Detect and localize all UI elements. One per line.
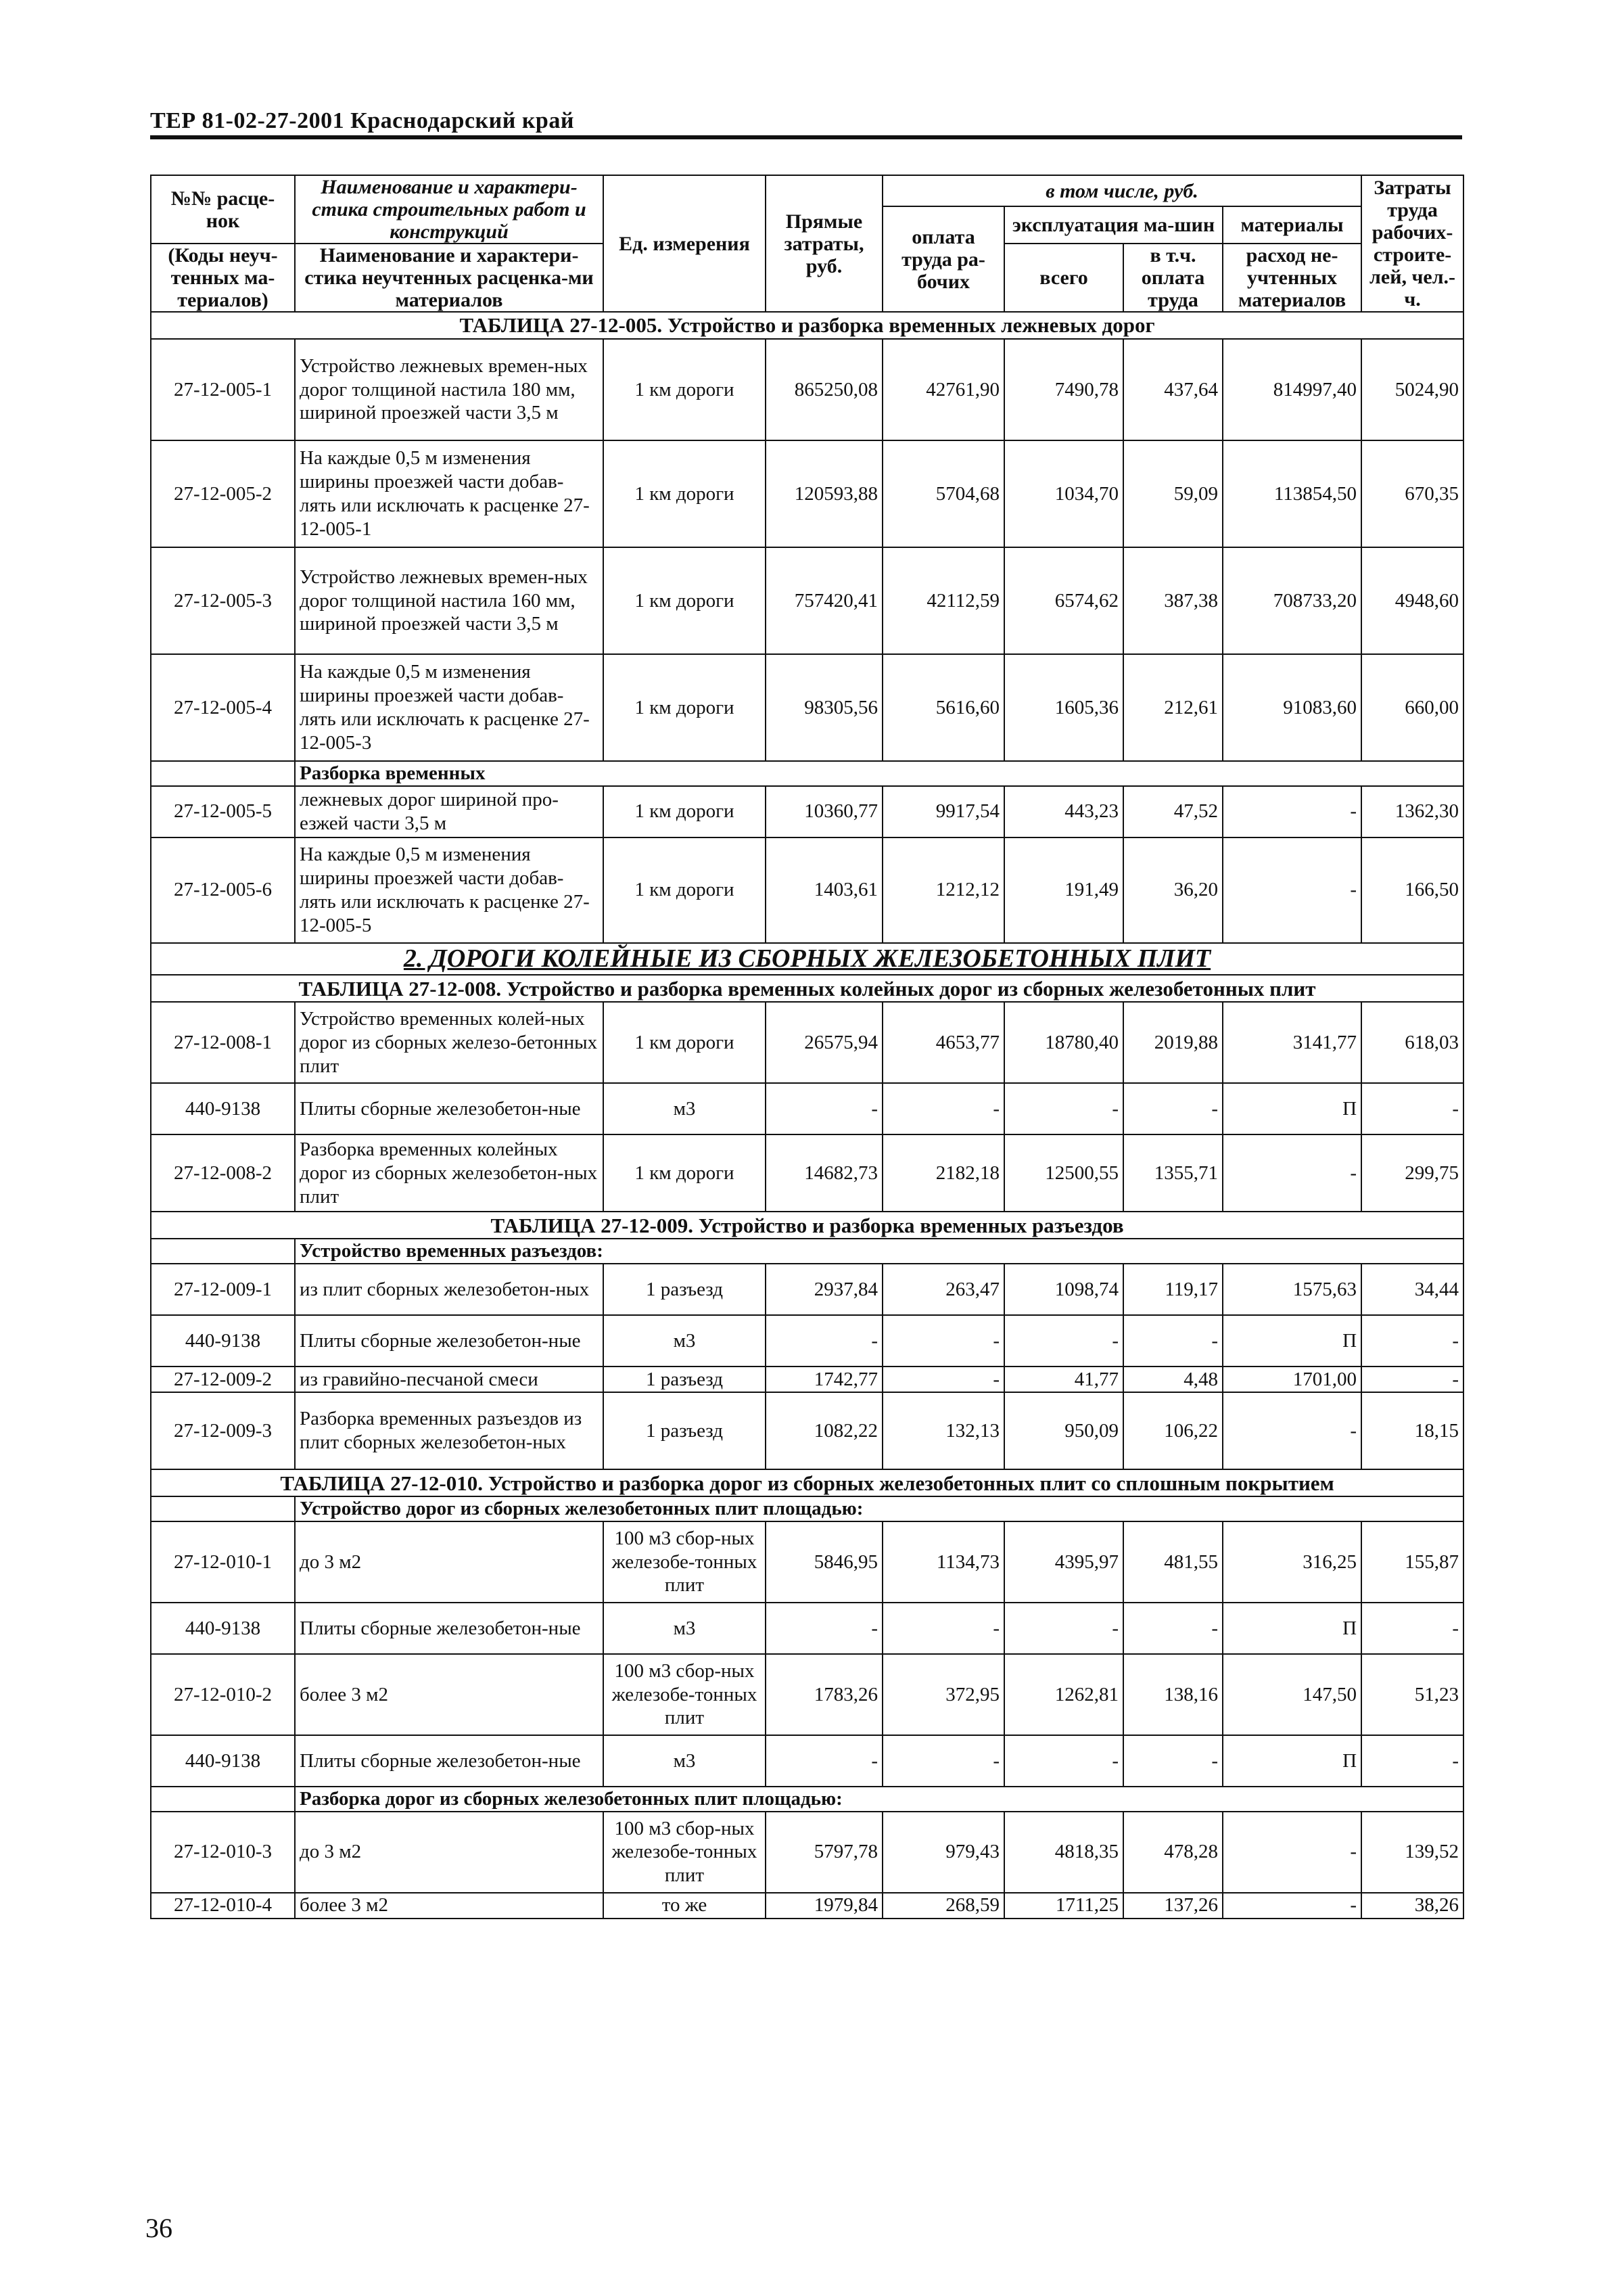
table-row (151, 1603, 1463, 1654)
code-cell: 27-12-005-2 (151, 440, 295, 547)
workers-cell: - (1361, 1315, 1463, 1367)
machine-cost-cell: 4818,35 (1004, 1812, 1123, 1893)
direct-cost-cell: 757420,41 (766, 547, 883, 654)
unit-cell: 100 м3 сбор-ных железобе-тонных плит (603, 1812, 766, 1893)
workers-cell: - (1361, 1083, 1463, 1134)
code-cell: 440-9138 (151, 1083, 295, 1134)
empty-cell (151, 1496, 295, 1521)
name-cell: На каждые 0,5 м изменения ширины проезжей части добав-лять или исключать к расценке 27-12-005-1 (295, 440, 603, 547)
header-machines: эксплуатация ма-шин (1004, 206, 1223, 244)
name-cell: Устройство временных колей-ных дорог из сборных железо-бетонных плит (295, 1002, 603, 1083)
table-row (151, 1367, 1463, 1392)
unit-cell: 1 км дороги (603, 654, 766, 761)
name-cell: Разборка временных разъездов из плит сборных железобетон-ных (295, 1392, 603, 1469)
workers-cell: 1362,30 (1361, 786, 1463, 837)
machine-labor-cell: 212,61 (1123, 654, 1223, 761)
direct-cost-cell: 5846,95 (766, 1521, 883, 1603)
name-cell: из гравийно-песчаной смеси (295, 1367, 603, 1392)
code-cell: 27-12-008-2 (151, 1134, 295, 1212)
table-row (151, 786, 1463, 837)
code-cell: 27-12-005-1 (151, 339, 295, 440)
workers-cell: 139,52 (1361, 1812, 1463, 1893)
materials-cell: П (1223, 1735, 1361, 1787)
code-cell: 27-12-009-1 (151, 1264, 295, 1315)
labor-cost-cell: - (883, 1367, 1004, 1392)
code-cell: 27-12-005-5 (151, 786, 295, 837)
unit-cell: м3 (603, 1735, 766, 1787)
code-cell: 440-9138 (151, 1735, 295, 1787)
unit-cell: 1 разъезд (603, 1392, 766, 1469)
unit-cell: 1 км дороги (603, 440, 766, 547)
unit-cell: 1 км дороги (603, 547, 766, 654)
labor-cost-cell: 2182,18 (883, 1134, 1004, 1212)
title-row (151, 312, 1463, 339)
machine-cost-cell: 191,49 (1004, 837, 1123, 943)
header-rule (150, 135, 1462, 139)
unit-cell: 1 км дороги (603, 1002, 766, 1083)
machine-cost-cell: 1098,74 (1004, 1264, 1123, 1315)
labor-cost-cell: 9917,54 (883, 786, 1004, 837)
materials-cell: - (1223, 1812, 1361, 1893)
machine-labor-cell: 4,48 (1123, 1367, 1223, 1392)
labor-cost-cell: 979,43 (883, 1812, 1004, 1893)
workers-cell: - (1361, 1367, 1463, 1392)
workers-cell: - (1361, 1603, 1463, 1654)
code-cell: 27-12-009-3 (151, 1392, 295, 1469)
machine-cost-cell: 4395,97 (1004, 1521, 1123, 1603)
header-direct: Прямые затраты, руб. (766, 175, 883, 312)
machine-labor-cell: 137,26 (1123, 1893, 1223, 1919)
table-title: ТАБЛИЦА 27-12-008. Устройство и разборка временных колейных дорог из сборных железобетонных плит (151, 975, 1463, 1002)
materials-cell: - (1223, 1134, 1361, 1212)
workers-cell: 618,03 (1361, 1002, 1463, 1083)
machine-cost-cell: 1262,81 (1004, 1654, 1123, 1735)
section-title: 2. ДОРОГИ КОЛЕЙНЫЕ ИЗ СБОРНЫХ ЖЕЛЕЗОБЕТОННЫХ ПЛИТ (151, 943, 1463, 975)
unit-cell: м3 (603, 1603, 766, 1654)
machine-cost-cell: 7490,78 (1004, 339, 1123, 440)
direct-cost-cell: 14682,73 (766, 1134, 883, 1212)
machine-cost-cell: 1034,70 (1004, 440, 1123, 547)
unit-cell: 1 км дороги (603, 1134, 766, 1212)
header-materials: материалы (1223, 206, 1361, 244)
unit-cell: 1 км дороги (603, 339, 766, 440)
materials-cell: - (1223, 1893, 1361, 1919)
materials-cell: П (1223, 1315, 1361, 1367)
name-cell: На каждые 0,5 м изменения ширины проезжей части добав-лять или исключать к расценке 27-12-005-5 (295, 837, 603, 943)
machine-cost-cell: 12500,55 (1004, 1134, 1123, 1212)
unit-cell: 1 разъезд (603, 1367, 766, 1392)
machine-cost-cell: 1711,25 (1004, 1893, 1123, 1919)
header-workers: Затраты труда рабочих-строите-лей, чел.-ч. (1361, 175, 1463, 312)
code-cell: 27-12-010-1 (151, 1521, 295, 1603)
labor-cost-cell: 5616,60 (883, 654, 1004, 761)
unit-cell: 1 км дороги (603, 786, 766, 837)
name-cell: из плит сборных железобетон-ных (295, 1264, 603, 1315)
workers-cell: 4948,60 (1361, 547, 1463, 654)
unit-cell: м3 (603, 1315, 766, 1367)
machine-cost-cell: - (1004, 1603, 1123, 1654)
direct-cost-cell: - (766, 1083, 883, 1134)
materials-cell: 1575,63 (1223, 1264, 1361, 1315)
table-row (151, 1002, 1463, 1083)
workers-cell: 670,35 (1361, 440, 1463, 547)
labor-cost-cell: - (883, 1315, 1004, 1367)
labor-cost-cell: 4653,77 (883, 1002, 1004, 1083)
header-incl: в том числе, руб. (883, 175, 1361, 206)
direct-cost-cell: 120593,88 (766, 440, 883, 547)
table-row (151, 1654, 1463, 1735)
direct-cost-cell: - (766, 1603, 883, 1654)
machine-cost-cell: - (1004, 1083, 1123, 1134)
header-name-sub: Наименование и характери-стика неучтенных расценка-ми материалов (295, 244, 603, 312)
title-row (151, 1469, 1463, 1496)
table-header (151, 175, 1463, 312)
table-row (151, 654, 1463, 761)
labor-cost-cell: 372,95 (883, 1654, 1004, 1735)
labor-cost-cell: 1212,12 (883, 837, 1004, 943)
name-cell: Плиты сборные железобетон-ные (295, 1315, 603, 1367)
machine-labor-cell: 481,55 (1123, 1521, 1223, 1603)
unit-cell: 1 разъезд (603, 1264, 766, 1315)
labor-cost-cell: - (883, 1083, 1004, 1134)
name-cell: Плиты сборные железобетон-ные (295, 1603, 603, 1654)
section-row (151, 943, 1463, 975)
workers-cell: 5024,90 (1361, 339, 1463, 440)
table-row (151, 1083, 1463, 1134)
table-title: ТАБЛИЦА 27-12-005. Устройство и разборка временных лежневых дорог (151, 312, 1463, 339)
labor-cost-cell: 132,13 (883, 1392, 1004, 1469)
name-cell: Плиты сборные железобетон-ные (295, 1083, 603, 1134)
machine-labor-cell: 478,28 (1123, 1812, 1223, 1893)
unit-cell: 1 км дороги (603, 837, 766, 943)
header-code: №№ расце-нок (151, 175, 295, 244)
machine-labor-cell: 387,38 (1123, 547, 1223, 654)
group-title: Разборка дорог из сборных железобетонных плит площадью: (295, 1787, 1463, 1812)
title-row (151, 1212, 1463, 1239)
materials-cell: - (1223, 1392, 1361, 1469)
name-cell: Разборка временных колейных дорог из сборных железобетон-ных плит (295, 1134, 603, 1212)
direct-cost-cell: 865250,08 (766, 339, 883, 440)
header-name: Наименование и характери-стика строительных работ и конструкций (295, 175, 603, 244)
group-row (151, 1787, 1463, 1812)
name-cell: лежневых дорог шириной про-езжей части 3,5 м (295, 786, 603, 837)
code-cell: 27-12-010-3 (151, 1812, 295, 1893)
name-cell: Плиты сборные железобетон-ные (295, 1735, 603, 1787)
materials-cell: 147,50 (1223, 1654, 1361, 1735)
labor-cost-cell: 268,59 (883, 1893, 1004, 1919)
rates-table (150, 175, 1464, 1919)
table-row (151, 440, 1463, 547)
materials-cell: 708733,20 (1223, 547, 1361, 654)
direct-cost-cell: - (766, 1735, 883, 1787)
direct-cost-cell: 26575,94 (766, 1002, 883, 1083)
code-cell: 27-12-008-1 (151, 1002, 295, 1083)
direct-cost-cell: 1082,22 (766, 1392, 883, 1469)
direct-cost-cell: 1403,61 (766, 837, 883, 943)
table-row (151, 547, 1463, 654)
machine-cost-cell: 41,77 (1004, 1367, 1123, 1392)
machine-labor-cell: 36,20 (1123, 837, 1223, 943)
code-cell: 27-12-005-6 (151, 837, 295, 943)
workers-cell: 299,75 (1361, 1134, 1463, 1212)
direct-cost-cell: 10360,77 (766, 786, 883, 837)
table-row (151, 339, 1463, 440)
materials-cell: 3141,77 (1223, 1002, 1361, 1083)
machine-labor-cell: 59,09 (1123, 440, 1223, 547)
workers-cell: 155,87 (1361, 1521, 1463, 1603)
header-machines-total: всего (1004, 244, 1123, 312)
code-cell: 27-12-010-4 (151, 1893, 295, 1919)
table-row (151, 1812, 1463, 1893)
name-cell: На каждые 0,5 м изменения ширины проезжей части добав-лять или исключать к расценке 27-12-005-3 (295, 654, 603, 761)
group-row (151, 1239, 1463, 1264)
labor-cost-cell: 263,47 (883, 1264, 1004, 1315)
name-cell: до 3 м2 (295, 1812, 603, 1893)
materials-cell: 1701,00 (1223, 1367, 1361, 1392)
machine-labor-cell: 1355,71 (1123, 1134, 1223, 1212)
direct-cost-cell: 98305,56 (766, 654, 883, 761)
machine-cost-cell: 18780,40 (1004, 1002, 1123, 1083)
labor-cost-cell: 42761,90 (883, 339, 1004, 440)
table-row (151, 1735, 1463, 1787)
header-machines-labor: в т.ч. оплата труда (1123, 244, 1223, 312)
table-row (151, 1392, 1463, 1469)
workers-cell: 660,00 (1361, 654, 1463, 761)
workers-cell: - (1361, 1735, 1463, 1787)
machine-cost-cell: 6574,62 (1004, 547, 1123, 654)
name-cell: Устройство лежневых времен-ных дорог толщиной настила 180 мм, шириной проезжей части 3,5 м (295, 339, 603, 440)
machine-labor-cell: - (1123, 1083, 1223, 1134)
table-body (151, 312, 1463, 1919)
machine-cost-cell: - (1004, 1735, 1123, 1787)
header-code-sub: (Коды неуч-тенных ма-териалов) (151, 244, 295, 312)
labor-cost-cell: 42112,59 (883, 547, 1004, 654)
table-row (151, 1264, 1463, 1315)
materials-cell: П (1223, 1603, 1361, 1654)
unit-cell: 100 м3 сбор-ных железобе-тонных плит (603, 1521, 766, 1603)
materials-cell: 91083,60 (1223, 654, 1361, 761)
machine-labor-cell: 119,17 (1123, 1264, 1223, 1315)
machine-cost-cell: - (1004, 1315, 1123, 1367)
materials-cell: 316,25 (1223, 1521, 1361, 1603)
group-title: Разборка временных (295, 761, 1463, 786)
workers-cell: 34,44 (1361, 1264, 1463, 1315)
direct-cost-cell: 1979,84 (766, 1893, 883, 1919)
table-row (151, 837, 1463, 943)
machine-labor-cell: 138,16 (1123, 1654, 1223, 1735)
header-materials-sub: расход не-учтенных материалов (1223, 244, 1361, 312)
name-cell: более 3 м2 (295, 1893, 603, 1919)
materials-cell: П (1223, 1083, 1361, 1134)
title-row (151, 975, 1463, 1002)
machine-labor-cell: - (1123, 1603, 1223, 1654)
direct-cost-cell: 1783,26 (766, 1654, 883, 1735)
workers-cell: 38,26 (1361, 1893, 1463, 1919)
code-cell: 440-9138 (151, 1603, 295, 1654)
document-header: ТЕР 81-02-27-2001 Краснодарский край (150, 108, 574, 133)
name-cell: более 3 м2 (295, 1654, 603, 1735)
code-cell: 27-12-005-3 (151, 547, 295, 654)
table-row (151, 1134, 1463, 1212)
labor-cost-cell: - (883, 1735, 1004, 1787)
name-cell: Устройство лежневых времен-ных дорог толщиной настила 160 мм, шириной проезжей части 3,5 м (295, 547, 603, 654)
machine-labor-cell: 106,22 (1123, 1392, 1223, 1469)
table-title: ТАБЛИЦА 27-12-010. Устройство и разборка дорог из сборных железобетонных плит со сплошным покрытием (151, 1469, 1463, 1496)
materials-cell: - (1223, 786, 1361, 837)
code-cell: 440-9138 (151, 1315, 295, 1367)
code-cell: 27-12-010-2 (151, 1654, 295, 1735)
empty-cell (151, 1787, 295, 1812)
materials-cell: 113854,50 (1223, 440, 1361, 547)
unit-cell: м3 (603, 1083, 766, 1134)
labor-cost-cell: 5704,68 (883, 440, 1004, 547)
machine-labor-cell: - (1123, 1315, 1223, 1367)
direct-cost-cell: 1742,77 (766, 1367, 883, 1392)
workers-cell: 166,50 (1361, 837, 1463, 943)
unit-cell: то же (603, 1893, 766, 1919)
labor-cost-cell: - (883, 1603, 1004, 1654)
group-title: Устройство дорог из сборных железобетонных плит площадью: (295, 1496, 1463, 1521)
machine-labor-cell: - (1123, 1735, 1223, 1787)
machine-labor-cell: 2019,88 (1123, 1002, 1223, 1083)
table-title: ТАБЛИЦА 27-12-009. Устройство и разборка временных разъездов (151, 1212, 1463, 1239)
materials-cell: - (1223, 837, 1361, 943)
direct-cost-cell: - (766, 1315, 883, 1367)
code-cell: 27-12-009-2 (151, 1367, 295, 1392)
name-cell: до 3 м2 (295, 1521, 603, 1603)
page-number: 36 (145, 2213, 172, 2243)
empty-cell (151, 761, 295, 786)
unit-cell: 100 м3 сбор-ных железобе-тонных плит (603, 1654, 766, 1735)
machine-cost-cell: 1605,36 (1004, 654, 1123, 761)
group-row (151, 1496, 1463, 1521)
empty-cell (151, 1239, 295, 1264)
header-unit: Ед. измерения (603, 175, 766, 312)
group-title: Устройство временных разъездов: (295, 1239, 1463, 1264)
materials-cell: 814997,40 (1223, 339, 1361, 440)
group-row (151, 761, 1463, 786)
direct-cost-cell: 5797,78 (766, 1812, 883, 1893)
table-row (151, 1315, 1463, 1367)
table-row (151, 1893, 1463, 1919)
direct-cost-cell: 2937,84 (766, 1264, 883, 1315)
table-row (151, 1521, 1463, 1603)
machine-cost-cell: 443,23 (1004, 786, 1123, 837)
code-cell: 27-12-005-4 (151, 654, 295, 761)
machine-labor-cell: 437,64 (1123, 339, 1223, 440)
machine-cost-cell: 950,09 (1004, 1392, 1123, 1469)
machine-labor-cell: 47,52 (1123, 786, 1223, 837)
header-labor: оплата труда ра-бочих (883, 206, 1004, 312)
labor-cost-cell: 1134,73 (883, 1521, 1004, 1603)
workers-cell: 18,15 (1361, 1392, 1463, 1469)
workers-cell: 51,23 (1361, 1654, 1463, 1735)
